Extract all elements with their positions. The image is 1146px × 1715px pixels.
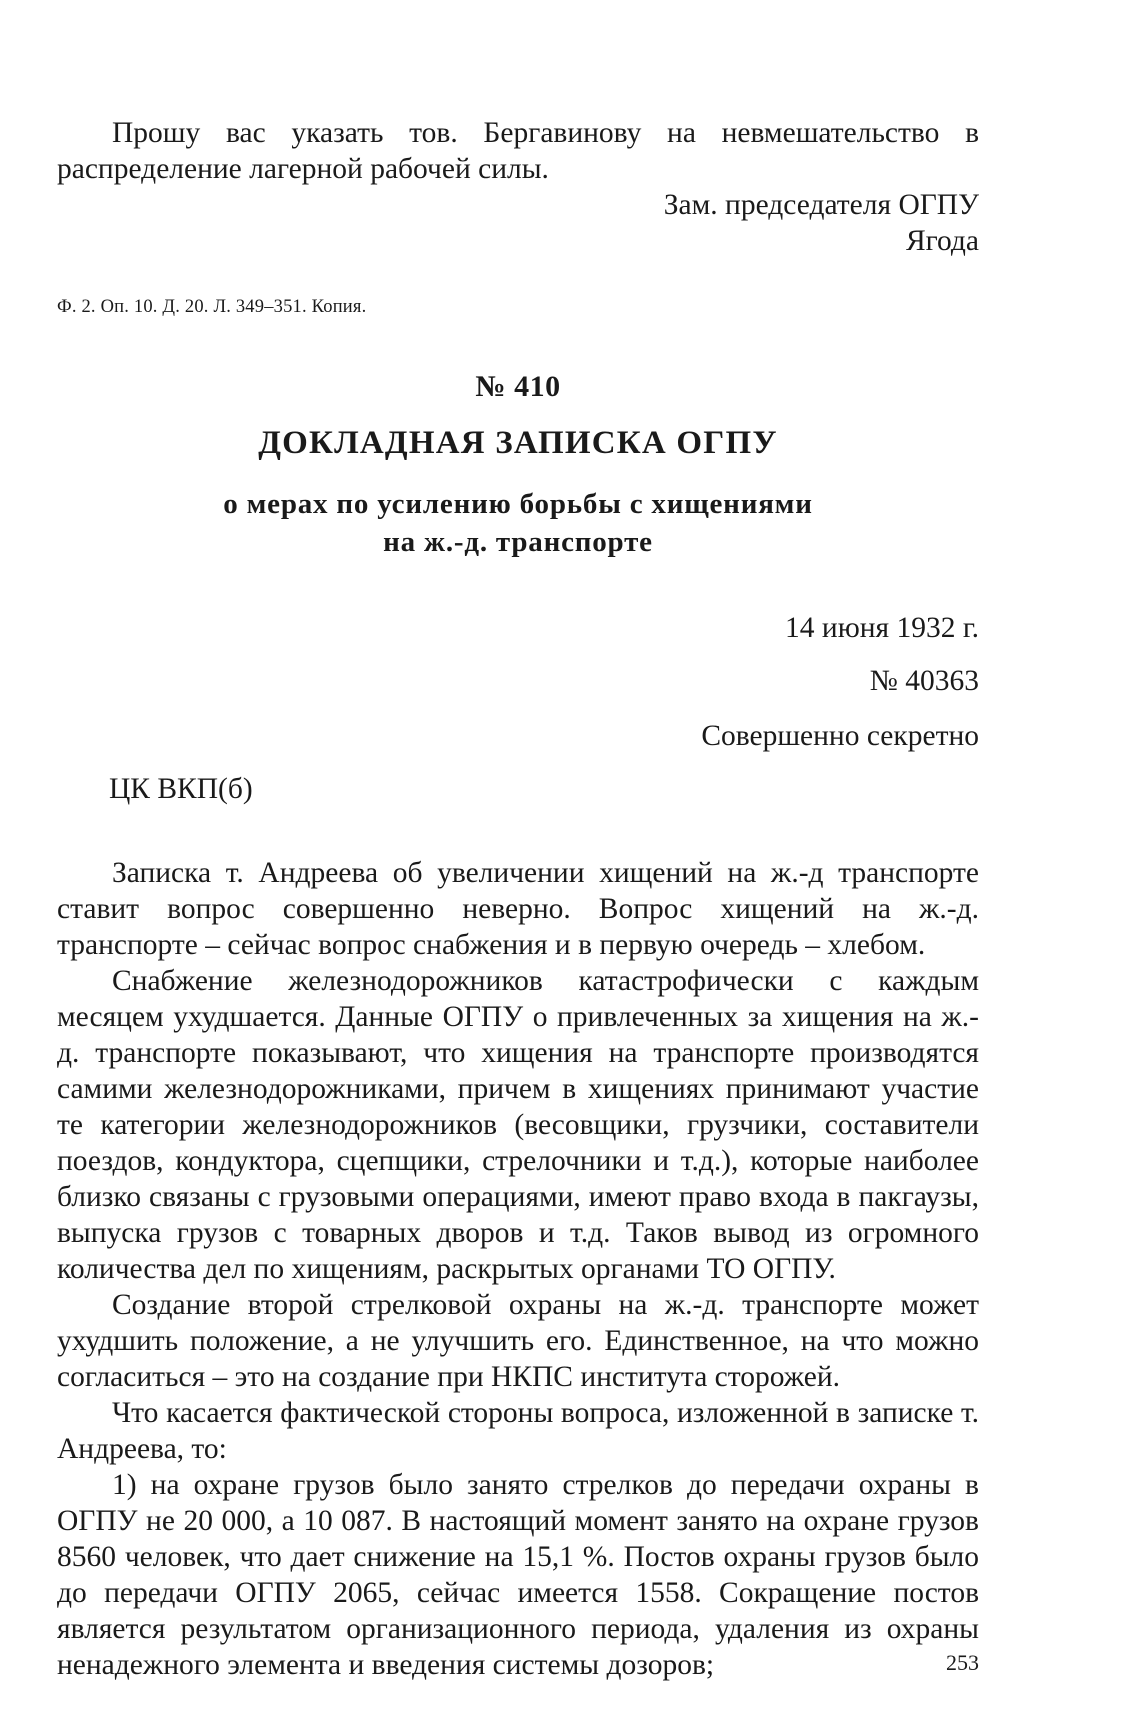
page-number: 253 <box>946 1650 979 1675</box>
signature-position: Зам. председателя ОГПУ <box>663 189 979 221</box>
document-subtitle-line2: на ж.-д. транспорте <box>383 526 653 558</box>
archive-source: Ф. 2. Оп. 10. Д. 20. Л. 349–351. Копия. <box>57 297 367 317</box>
body-text <box>57 855 979 1683</box>
body-paragraph: Что касается фактической стороны вопроса, изложенной в записке т. Андреева, то: <box>57 1397 979 1465</box>
classification-label: Совершенно секретно <box>701 720 979 752</box>
document-subtitle <box>57 485 979 561</box>
body-paragraph: Записка т. Андреева об увеличении хищений на ж.-д транспорте ставит вопрос совершенно неверно. Вопрос хищений на ж.-д. транспорте – сейчас вопрос снабжения и в первую очередь – хлебом. <box>57 857 979 961</box>
document-subtitle-line1: о мерах по усилению борьбы с хищениями <box>223 488 813 520</box>
document-title: ДОКЛАДНАЯ ЗАПИСКА ОГПУ <box>258 425 778 461</box>
document-date: 14 июня 1932 г. <box>785 612 979 644</box>
body-paragraph: Создание второй стрелковой охраны на ж.-д. транспорте может ухудшить положение, а не улучшить его. Единственное, на что можно согласиться – это на создание при НКПС института сторожей. <box>57 1289 979 1393</box>
body-paragraph: Снабжение железнодорожников катастрофически с каждым месяцем ухудшается. Данные ОГПУ о привлеченных за хищения на ж.-д. транспорте показывают, что хищения на транспорте производятся самими железнодорожниками, причем в хищениях принимают участие те категории железнодорожников (весовщики, грузчики, составители поездов, кондуктора, сцепщики, стрелочники и т.д.), которые наиболее близко связаны с грузовыми операциями, имеют право входа в пакгаузы, выпуска грузов с товарных дворов и т.д. Таков вывод из огромного количества дел по хищениям, раскрытых органами ТО ОГПУ. <box>57 965 979 1285</box>
document-page <box>57 0 979 1715</box>
document-reg-number: № 40363 <box>869 665 979 697</box>
top-paragraph-block <box>57 115 979 187</box>
top-paragraph: Прошу вас указать тов. Бергавинову на невмешательство в распределение лагерной рабочей силы. <box>57 117 979 185</box>
addressee: ЦК ВКП(б) <box>109 773 253 805</box>
body-paragraph: 1) на охране грузов было занято стрелков до передачи охраны в ОГПУ не 20 000, а 10 087. В настоящий момент занято на охране грузов 8560 человек, что дает снижение на 15,1 %. Постов охраны грузов было до передачи ОГПУ 2065, сейчас имеется 1558. Сокращение постов является результатом организационного периода, удаления из охраны ненадежного элемента и введения системы дозоров; <box>57 1469 979 1681</box>
document-number: № 410 <box>475 370 561 403</box>
signature-name: Ягода <box>905 225 979 257</box>
